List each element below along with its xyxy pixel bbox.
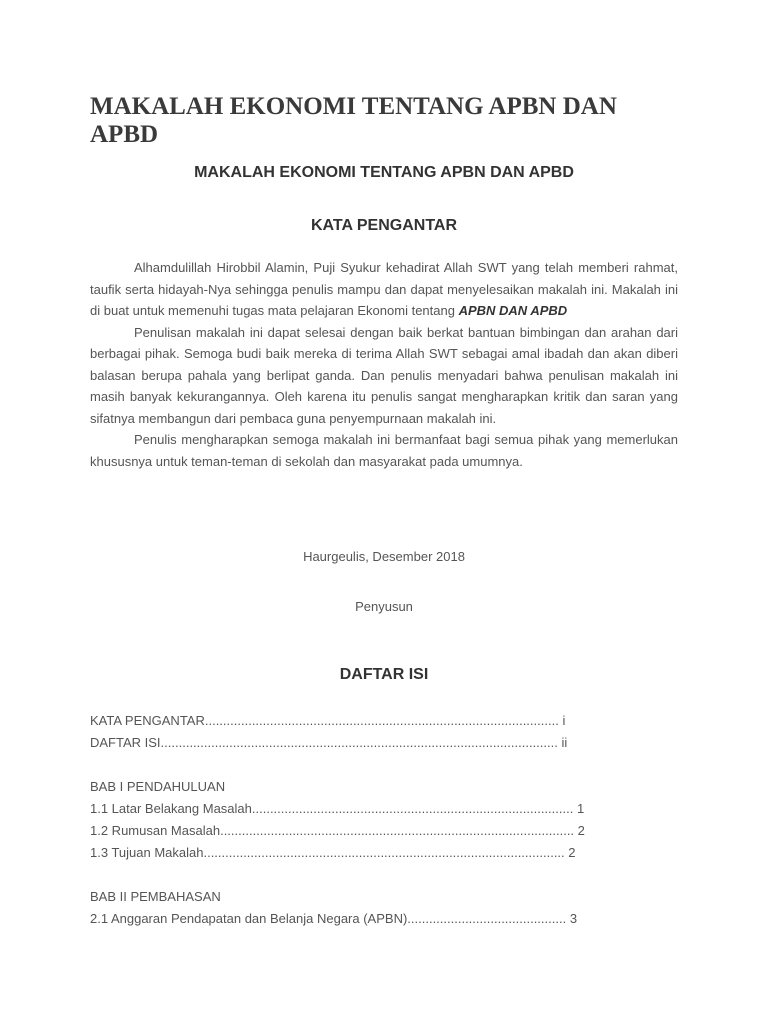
toc-entry-text: KATA PENGANTAR <box>90 713 205 728</box>
toc-page: 2 <box>574 823 585 838</box>
toc-page: 3 <box>566 911 578 926</box>
toc-entry-text: 1.1 Latar Belakang Masalah <box>90 801 252 816</box>
place-date: Haurgeulis, Desember 2018 <box>303 549 465 564</box>
kata-pengantar-heading: KATA PENGANTAR <box>310 217 458 234</box>
daftar-isi-heading: DAFTAR ISI <box>339 666 429 683</box>
document-subtitle: MAKALAH EKONOMI TENTANG APBN DAN APBD <box>194 164 574 181</box>
toc-page: ii <box>557 735 568 750</box>
toc-page: 1 <box>573 801 585 816</box>
paragraph-2: Penulisan makalah ini dapat selesai dengan baik berkat bantuan bimbingan dan arahan dari berbagai pihak. Semoga budi baik mereka di terima Allah SWT sebagai amal ibadah dan akan diberi balasan berupa pahala yang berlipat ganda. Dan penulis menyadari bahwa penulisan makalah ini masih banyak kekurangannya. Oleh karena itu penulis sangat mengharapkan kritik dan saran yang sifatnya membangun dari pembaca guna penyempurnaan makalah ini. <box>90 324 678 426</box>
toc-leader: .................................................................................................. <box>204 713 559 728</box>
paragraph-1-text: Alhamdulillah Hirobbil Alamin, Puji Syukur kehadirat Allah SWT yang telah memberi rahmat, taufik serta hidayah-Nya sehingga penulis mampu dan dapat menyelesaikan makalah ini. Makalah ini di buat untuk memenuhi tugas mata pelajaran Ekonomi tentang <box>90 260 678 318</box>
toc-row <box>90 798 650 820</box>
toc-bab1-heading: BAB I PENDAHULUAN <box>90 779 226 794</box>
toc-page: 2 <box>564 845 576 860</box>
toc-leader: ......................................................................................... <box>251 801 574 816</box>
kata-pengantar-body <box>90 257 678 472</box>
toc-entry-text: DAFTAR ISI <box>90 735 161 750</box>
table-of-contents <box>90 710 650 930</box>
toc-leader: .................................................................................................. <box>220 823 575 838</box>
toc-page: i <box>558 713 566 728</box>
toc-leader: .............................................................................................................. <box>160 735 558 750</box>
toc-entry-text: 2.1 Anggaran Pendapatan dan Belanja Negara (APBN) <box>90 911 408 926</box>
signature: Penyusun <box>355 599 413 614</box>
toc-bab2-heading: BAB II PEMBAHASAN <box>90 889 221 904</box>
toc-row <box>90 842 650 864</box>
toc-entry-text: 1.3 Tujuan Makalah <box>90 845 204 860</box>
toc-leader: .................................................................................................... <box>203 845 565 860</box>
toc-row <box>90 908 650 930</box>
paragraph-1-emphasis: APBN DAN APBD <box>458 303 568 318</box>
document-title: MAKALAH EKONOMI TENTANG APBN DAN APBD <box>90 93 617 148</box>
paragraph-1 <box>90 257 678 322</box>
toc-row <box>90 732 650 754</box>
paragraph-3: Penulis mengharapkan semoga makalah ini bermanfaat bagi semua pihak yang memerlukan khususnya untuk teman-teman di sekolah dan masyarakat pada umumnya. <box>90 432 678 469</box>
toc-row <box>90 710 650 732</box>
toc-row <box>90 820 650 842</box>
toc-leader: ............................................ <box>407 911 567 926</box>
toc-entry-text: 1.2 Rumusan Masalah <box>90 823 221 838</box>
